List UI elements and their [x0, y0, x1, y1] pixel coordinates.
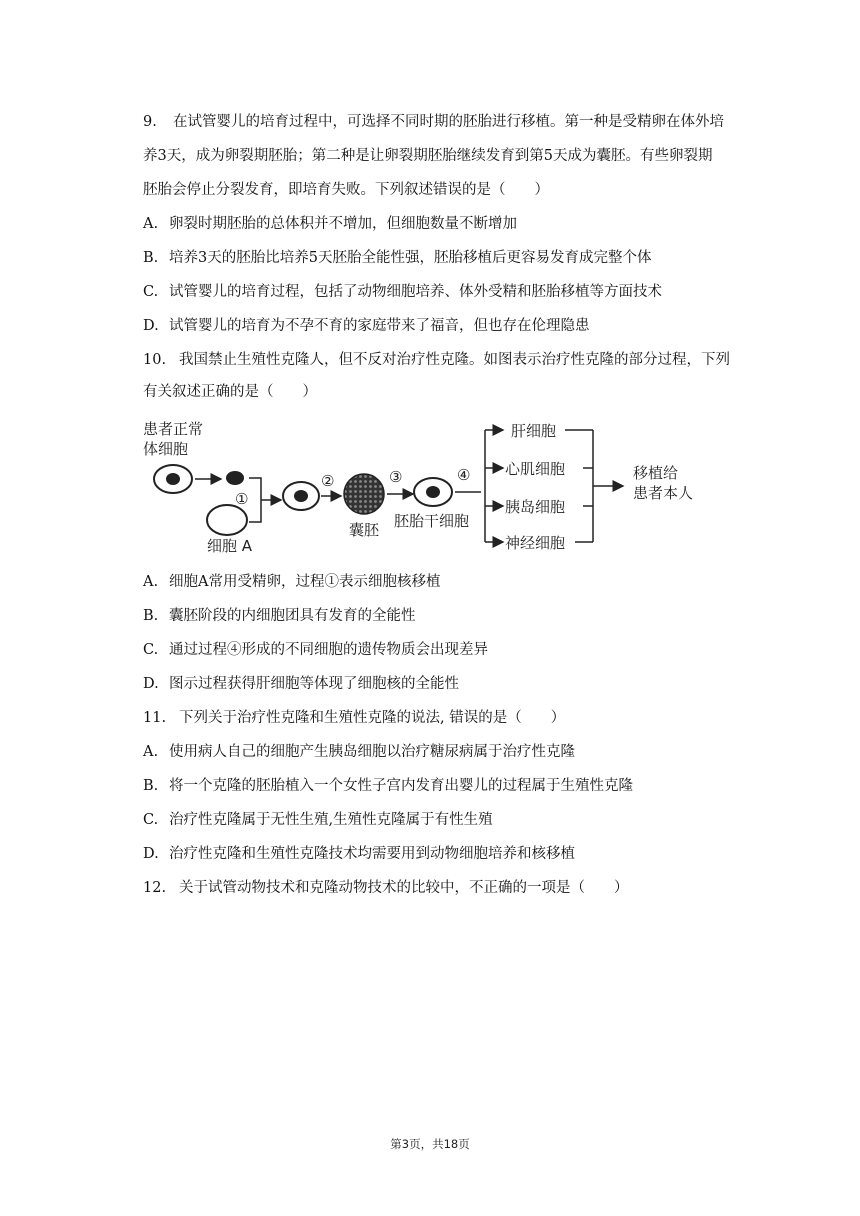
output-neuron: 神经细胞 [505, 534, 566, 552]
therapeutic-cloning-diagram [143, 414, 743, 556]
q10-option-c: C. 通过过程④形成的不同细胞的遗传物质会出现差异 [143, 642, 488, 658]
patient-cell-label-1: 患者正常 [143, 420, 204, 438]
q9-option-c: C. 试管婴儿的培育过程，包括了动物细胞培养、体外受精和胚胎移植等方面技术 [143, 284, 662, 300]
q10-option-a: A. 细胞A常用受精卵，过程①表示细胞核移植 [143, 574, 441, 590]
stem-cell-label: 胚胎干细胞 [394, 512, 470, 530]
q12-stem-line-1: 12. 关于试管动物技术和克隆动物技术的比较中，不正确的一项是（ ） [143, 880, 629, 896]
q9-option-a: A. 卵裂时期胚胎的总体积并不增加，但细胞数量不断增加 [143, 216, 517, 232]
reconstructed-cell [283, 482, 319, 510]
q9-stem-line-2: 养3天，成为卵裂期胚胎；第二种是让卵裂期胚胎继续发育到第5天成为囊胚。有些卵裂期 [143, 148, 713, 164]
step-3-label: ③ [389, 468, 403, 486]
embryonic-stem-cell [414, 478, 452, 506]
q11-option-a: A. 使用病人自己的细胞产生胰岛细胞以治疗糖尿病属于治疗性克隆 [143, 744, 575, 760]
q9-option-d: D. 试管婴儿的培育为不孕不育的家庭带来了福音，但也存在伦理隐患 [143, 318, 590, 334]
patient-cell-label-2: 体细胞 [143, 440, 189, 458]
step-4-label: ④ [457, 466, 471, 484]
step-1-label: ① [235, 490, 249, 508]
blastocyst-label: 囊胚 [349, 521, 380, 539]
output-islet-cell: 胰岛细胞 [505, 498, 566, 516]
q10-option-b: B. 囊胚阶段的内细胞团具有发育的全能性 [143, 608, 416, 624]
result-label-1: 移植给 [633, 464, 679, 482]
output-cardiomyocyte: 心肌细胞 [505, 460, 566, 478]
q11-option-b: B. 将一个克隆的胚胎植入一个女性子宫内发育出婴儿的过程属于生殖性克隆 [143, 778, 633, 794]
q10-stem-line-2: 有关叙述正确的是（ ） [143, 384, 317, 400]
result-label-2: 患者本人 [633, 484, 694, 502]
q11-option-d: D. 治疗性克隆和生殖性克隆技术均需要用到动物细胞培养和核移植 [143, 846, 575, 862]
q11-stem-line-1: 11. 下列关于治疗性克隆和生殖性克隆的说法, 错误的是（ ） [143, 710, 566, 726]
cell-a [207, 505, 247, 535]
q10-option-d: D. 图示过程获得肝细胞等体现了细胞核的全能性 [143, 676, 459, 692]
output-liver-cell: 肝细胞 [511, 422, 557, 440]
blastocyst [344, 474, 384, 514]
cell-a-label: 细胞 A [207, 537, 253, 555]
q9-option-b: B. 培养3天的胚胎比培养5天胚胎全能性强，胚胎移植后更容易发育成完整个体 [143, 250, 652, 266]
somatic-cell [154, 465, 192, 493]
q9-stem-line-3: 胚胎会停止分裂发育，即培育失败。下列叙述错误的是（ ） [143, 182, 549, 198]
q10-stem-line-1: 10. 我国禁止生殖性克隆人，但不反对治疗性克隆。如图表示治疗性克隆的部分过程，下列 [143, 352, 730, 368]
q11-option-c: C. 治疗性克隆属于无性生殖,生殖性克隆属于有性生殖 [143, 812, 493, 828]
page-footer: 第3页，共18页 [390, 1137, 470, 1151]
nucleus [226, 471, 244, 485]
step-2-label: ② [321, 472, 335, 490]
q9-stem-line-1: 9. 在试管婴儿的培育过程中，可选择不同时期的胚胎进行移植。第一种是受精卵在体外培 [143, 114, 724, 130]
